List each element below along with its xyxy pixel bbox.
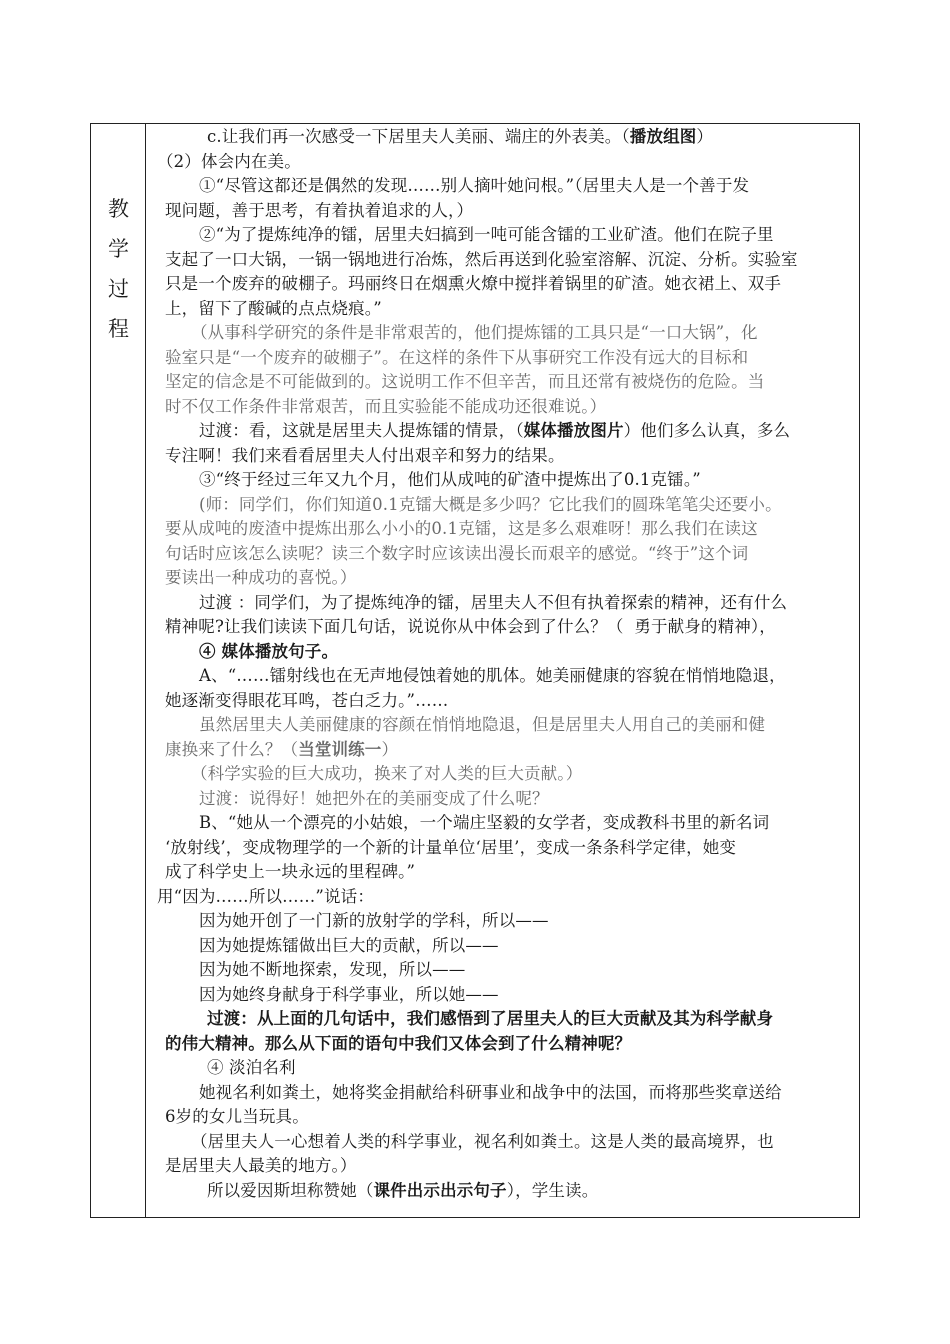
content-line [153, 370, 851, 395]
content-line [153, 591, 851, 616]
line-text: 因为她终身献身于科学事业，所以她—— [199, 984, 499, 1004]
content-line [153, 885, 851, 910]
content-line [153, 811, 851, 836]
line-text: 句话时应该怎么读呢？读三个数字时应该读出漫长而艰辛的感觉。“终于”这个词 [165, 543, 749, 563]
emphasis-text: 当堂训练一 [298, 739, 382, 759]
content-line [153, 395, 851, 420]
section-label-char: 学 [108, 237, 129, 261]
line-text: 用“因为……所以……”说话： [157, 886, 374, 906]
content-line [153, 787, 851, 812]
lesson-plan-table [90, 123, 860, 1218]
line-text: 精神呢?让我们读读下面几句话，说说你从中体会到了什么？（ 勇于献身的精神）， [165, 617, 776, 636]
line-text: 专注啊！我们来看看居里夫人付出艰辛和努力的结果。 [165, 445, 565, 465]
line-text: 验室只是“一个废弃的破棚子”。在这样的条件下从事研究工作没有远大的目标和 [165, 347, 749, 367]
emphasis-text: 媒体播放图片 [523, 421, 624, 440]
section-label [91, 189, 146, 349]
content-line [153, 493, 851, 518]
content-line [153, 517, 851, 542]
section-label-cell [91, 124, 146, 1217]
line-text: 是居里夫人最美的地方。） [165, 1156, 357, 1175]
line-text: 虽然居里夫人美丽健康的容颜在悄悄地隐退，但是居里夫人用自己的美丽和健 [199, 715, 766, 734]
content-line [153, 566, 851, 591]
line-text: B、“她从一个漂亮的小姑娘，一个端庄坚毅的女学者，变成教科书里的新名词 [199, 813, 770, 832]
section-label-char: 过 [108, 277, 129, 301]
content-line [153, 1081, 851, 1106]
content-line [153, 1032, 851, 1057]
content-line [153, 272, 851, 297]
line-text: ） [381, 739, 399, 759]
line-text: 因为她开创了一门新的放射学的学科，所以—— [199, 911, 549, 930]
line-text: 现问题，善于思考，有着执着追求的人，） [165, 200, 474, 220]
line-text: 要读出一种成功的喜悦。） [165, 568, 357, 587]
line-text: ③“终于经过三年又九个月，他们从成吨的矿渣中提炼出了0.1克镭。” [199, 470, 701, 489]
content-line [153, 297, 851, 322]
content-line [153, 321, 851, 346]
content-line [153, 468, 851, 493]
line-text: 过渡 ：同学们，为了提炼纯净的镭，居里夫人不但有执着探索的精神，还有什么 [199, 592, 788, 612]
line-text: 因为她提炼镭做出巨大的贡献，所以—— [199, 935, 499, 955]
line-text: 康换来了什么？（ [165, 739, 299, 759]
content-line [153, 1105, 851, 1130]
line-text: ④ 淡泊名利 [207, 1058, 296, 1077]
line-text: ）他们多么认真，多么 [623, 421, 791, 440]
line-text: ），学生读。 [506, 1180, 599, 1200]
content-line [153, 860, 851, 885]
content-line [153, 199, 851, 224]
content-line [153, 346, 851, 371]
emphasis-text: 过渡：从上面的几句话中，我们感悟到了居里夫人的巨大贡献及其为科学献身 [207, 1009, 774, 1028]
content-line [153, 444, 851, 469]
line-text: 她视名利如粪土，她将奖金捐献给科研事业和战争中的法国，而将那些奖章送给 [199, 1082, 782, 1102]
content-line [153, 1179, 851, 1204]
content-line [153, 836, 851, 861]
line-text: （居里夫人一心想着人类的科学事业，视名利如粪土。这是人类的最高境界，也 [191, 1131, 774, 1151]
content-line [153, 1130, 851, 1155]
line-text: 支起了一口大锅，一锅一锅地进行冶炼，然后再送到化验室溶解、沉淀、分析。实验室 [165, 249, 798, 269]
line-text: 上，留下了酸碱的点点烧痕。” [165, 298, 382, 318]
content-line [153, 150, 851, 175]
emphasis-text: 播放组图 [629, 127, 697, 146]
content-line [153, 983, 851, 1008]
content-line [153, 1056, 851, 1081]
line-text: A、“……镭射线也在无声地侵蚀着她的肌体。她美丽健康的容貌在悄悄地隐退， [199, 666, 786, 685]
section-label-char: 程 [108, 317, 129, 341]
content-line [153, 934, 851, 959]
content-line [153, 1007, 851, 1032]
content-line [153, 664, 851, 689]
line-text: ） [696, 127, 714, 146]
content-line [153, 958, 851, 983]
emphasis-text: ④ 媒体播放句子。 [199, 641, 339, 661]
emphasis-text: 课件出示出示句子 [373, 1180, 507, 1200]
line-text: 过渡：说得好！她把外在的美丽变成了什么呢？ [199, 788, 549, 808]
emphasis-text: 的伟大精神。那么从下面的语句中我们又体会到了什么精神呢？ [165, 1033, 632, 1053]
line-text: 要从成吨的废渣中提炼出那么小小的0.1克镭，这是多么艰难呀！那么我们在读这 [165, 519, 758, 538]
line-text: 只是一个废弃的破棚子。玛丽终日在烟熏火燎中搅拌着锅里的矿渣。她衣裙上、双手 [165, 274, 782, 293]
content-line [153, 762, 851, 787]
content-line [153, 909, 851, 934]
line-text: 她逐渐变得眼花耳鸣，苍白乏力。”…… [165, 690, 449, 710]
line-text: （科学实验的巨大成功，换来了对人类的巨大贡献。） [191, 764, 583, 783]
section-label-char: 教 [108, 197, 129, 221]
content-line [153, 615, 851, 640]
line-text: ①“尽管这都还是偶然的发现……别人摘叶她问根。”（居里夫人是一个善于发 [199, 176, 750, 195]
line-text: （2）体会内在美。 [157, 151, 301, 171]
content-line [153, 174, 851, 199]
content-line [153, 542, 851, 567]
line-text: ②“为了提炼纯净的镭，居里夫妇搞到一吨可能含镭的工业矿渣。他们在院子里 [199, 225, 774, 244]
line-text: 所以爱因斯坦称赞她（ [207, 1180, 374, 1200]
content-line [153, 248, 851, 273]
line-text: 时不仅工作条件非常艰苦，而且实验能不能成功还很难说。） [165, 396, 607, 416]
line-text: ‘放射线’，变成物理学的一个新的计量单位‘居里’，变成一条条科学定律，她变 [165, 837, 737, 857]
content-line [153, 223, 851, 248]
line-text: 因为她不断地探索，发现，所以—— [199, 960, 466, 979]
content-line [153, 713, 851, 738]
line-text: 坚定的信念是不可能做到的。这说明工作不但辛苦，而且还常有被烧伤的危险。当 [165, 372, 765, 391]
content-line [153, 1154, 851, 1179]
line-text: （从事科学研究的条件是非常艰苦的，他们提炼镭的工具只是“一口大锅”，化 [191, 323, 758, 342]
line-text: 过渡：看，这就是居里夫人提炼镭的情景，（ [199, 421, 524, 440]
content-line [153, 738, 851, 763]
content-line [153, 419, 851, 444]
content-line [153, 689, 851, 714]
content-line [153, 125, 851, 150]
line-text: 6岁的女儿当玩具。 [165, 1107, 309, 1126]
lesson-content-cell [147, 124, 857, 1203]
line-text: c.让我们再一次感受一下居里夫人美丽、端庄的外表美。（ [207, 127, 630, 146]
line-text: 成了科学史上一块永远的里程碑。” [165, 862, 416, 881]
line-text: (师：同学们，你们知道0.1克镭大概是多少吗？它比我们的圆珠笔笔尖还要小。 [199, 494, 782, 514]
content-line [153, 640, 851, 665]
